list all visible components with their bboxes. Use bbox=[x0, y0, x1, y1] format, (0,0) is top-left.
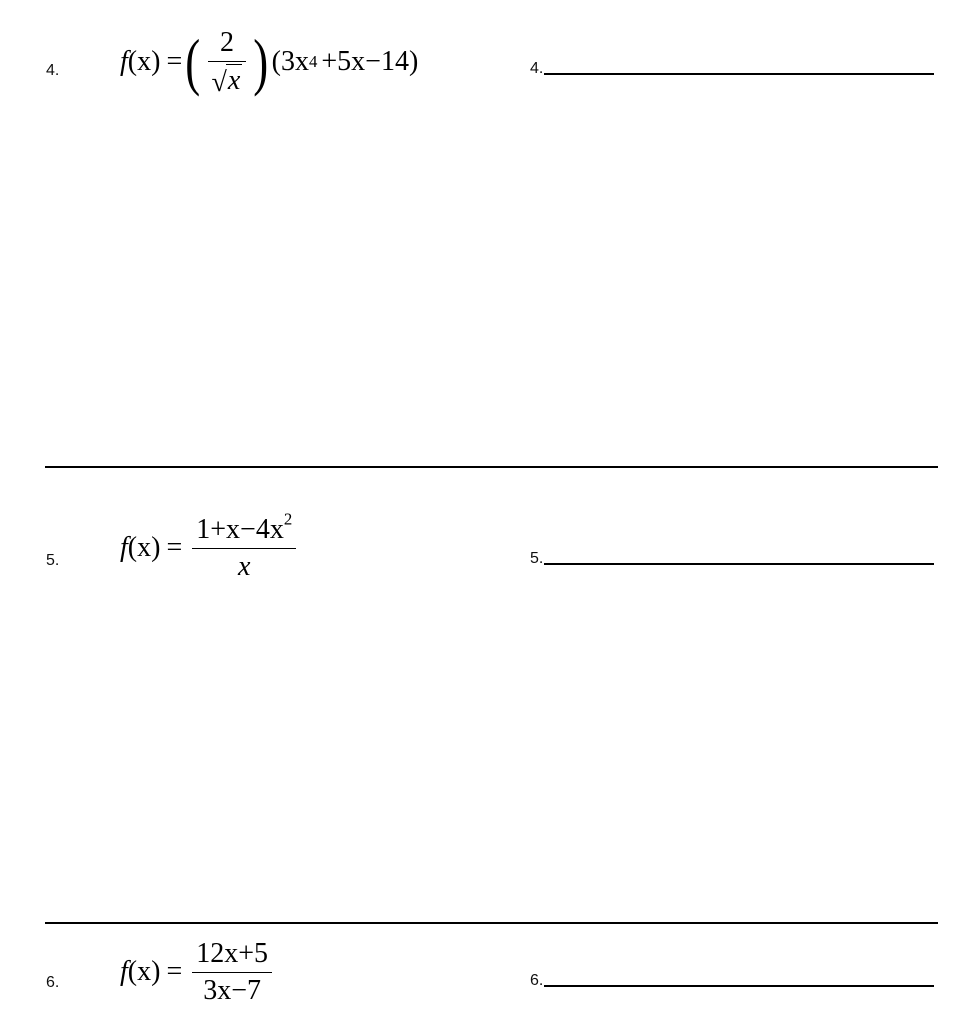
problem-6-formula bbox=[120, 932, 276, 1012]
fraction bbox=[192, 509, 296, 583]
radical-sign: √ bbox=[211, 67, 227, 98]
sqrt-expression bbox=[208, 62, 247, 97]
problem-5-formula bbox=[120, 508, 300, 588]
factor-start: (3x bbox=[271, 46, 309, 77]
function-name: f bbox=[120, 46, 128, 77]
left-paren: ( bbox=[185, 26, 201, 97]
fraction-numerator: 12x+5 bbox=[196, 937, 269, 969]
answer-6-label: 6. bbox=[530, 972, 544, 989]
answer-5-line[interactable] bbox=[544, 562, 934, 565]
separator-line bbox=[45, 466, 938, 468]
equals-sign: = bbox=[166, 532, 183, 563]
answer-5 bbox=[530, 550, 934, 568]
problem-6-number: 6. bbox=[46, 974, 60, 991]
fraction-numerator: 2 bbox=[219, 27, 234, 58]
function-name: f bbox=[120, 532, 128, 563]
radicand: x bbox=[227, 65, 241, 96]
answer-5-label: 5. bbox=[530, 550, 544, 567]
separator-line bbox=[45, 922, 938, 924]
answer-6 bbox=[530, 972, 934, 990]
fraction bbox=[192, 938, 272, 1007]
equals-sign: = bbox=[166, 956, 183, 987]
problem-4-number: 4. bbox=[46, 62, 60, 79]
function-argument: (x) bbox=[127, 46, 161, 77]
numerator-exponent: 2 bbox=[283, 509, 293, 529]
right-paren: ) bbox=[253, 26, 269, 97]
function-argument: (x) bbox=[127, 956, 161, 987]
answer-4 bbox=[530, 60, 934, 78]
problem-5-number: 5. bbox=[46, 552, 60, 569]
answer-6-line[interactable] bbox=[544, 984, 934, 987]
answer-4-label: 4. bbox=[530, 60, 544, 77]
factor-rest: +5x−14) bbox=[321, 46, 419, 77]
equals-sign: = bbox=[166, 46, 183, 77]
function-argument: (x) bbox=[127, 532, 161, 563]
fraction-denominator: x bbox=[238, 550, 251, 582]
fraction-numerator: $1+x-4x^2$ bbox=[196, 509, 293, 545]
function-name: f bbox=[120, 956, 128, 987]
answer-4-line[interactable] bbox=[544, 72, 934, 75]
problem-4-formula: f (x) = ( 2 √ x ) (3x 4 +5x−14) bbox=[120, 26, 419, 98]
fraction bbox=[208, 27, 247, 97]
fraction-denominator: 3x−7 bbox=[203, 974, 262, 1006]
